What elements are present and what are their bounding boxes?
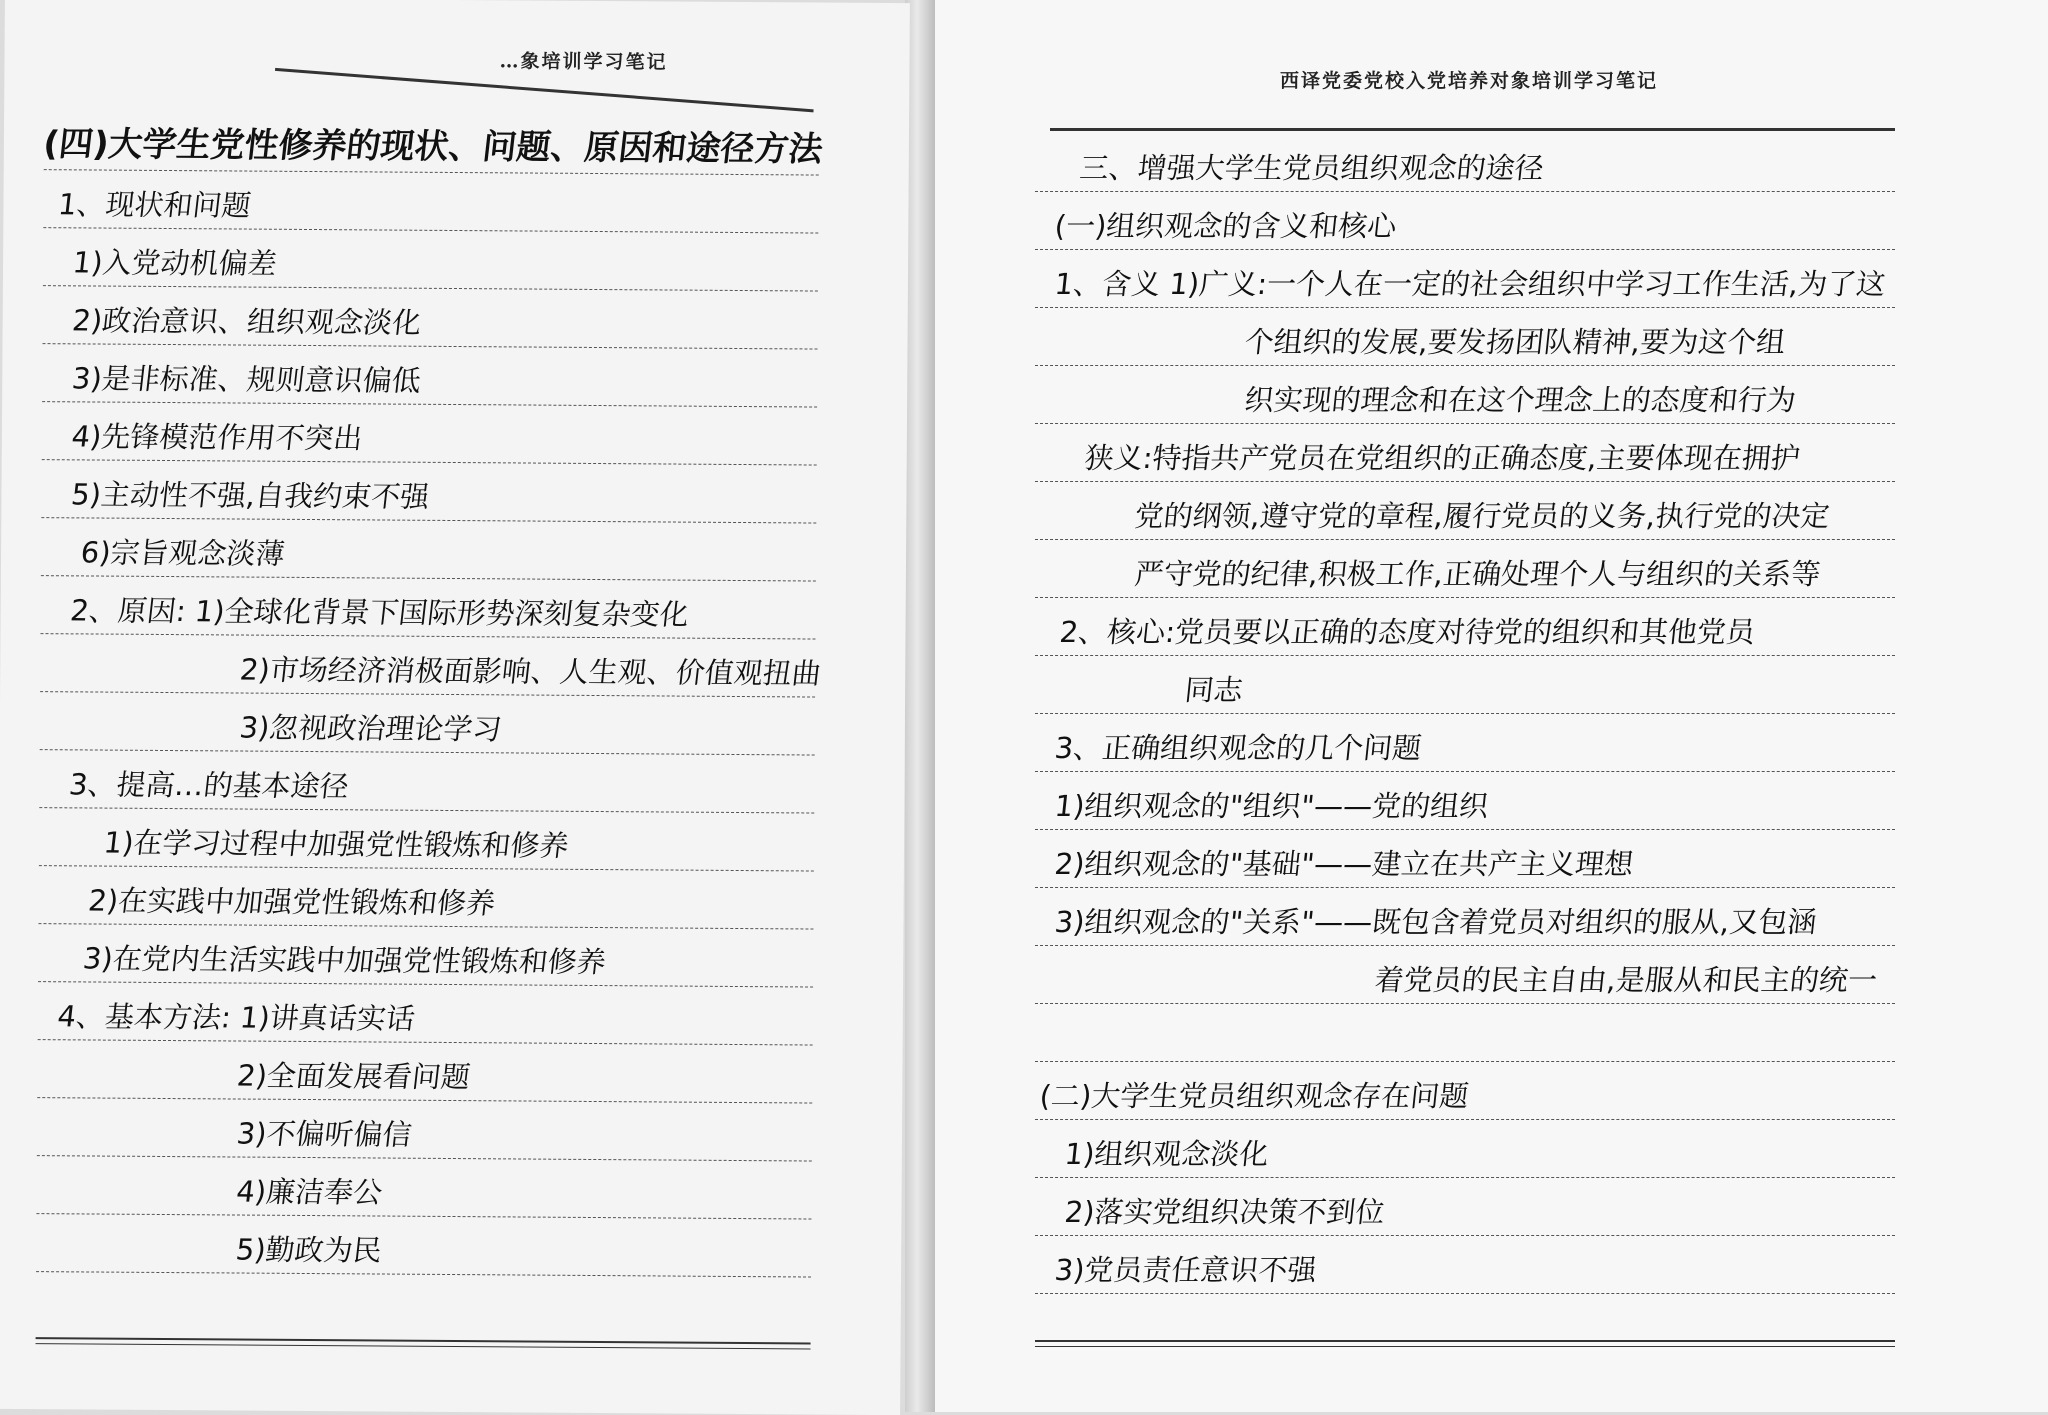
note-line <box>40 634 823 697</box>
note-text: 3)不偏听偏信 <box>234 1116 414 1152</box>
left-page-header: …象培训学习笔记 <box>499 50 668 74</box>
note-text: 3)党员责任意识不强 <box>1053 1253 1319 1287</box>
note-line <box>1035 424 1895 482</box>
note-text: 3、提高…的基本途径 <box>67 767 351 804</box>
note-line <box>1035 656 1895 714</box>
left-header-rule <box>275 68 814 112</box>
note-text: 严守党的纪律,积极工作,正确处理个人与组织的关系等 <box>1133 557 1823 591</box>
note-text: 同志 <box>1183 673 1245 707</box>
note-text: 2、原因: 1)全球化背景下国际形势深刻复杂变化 <box>68 593 691 632</box>
note-text: 2)在实践中加强党性锻炼和修养 <box>86 883 498 921</box>
note-text: 织实现的理念和在这个理念上的态度和行为 <box>1243 383 1798 417</box>
note-text: 1、含义 1)广义:一个人在一定的社会组织中学习工作生活,为了这 <box>1053 267 1888 301</box>
note-line <box>41 460 816 523</box>
right-footer-rule-thin <box>1035 1346 1895 1347</box>
note-line <box>41 518 816 581</box>
section-title: 三、增强大学生党员组织观念的途径 <box>1078 151 1546 185</box>
note-line <box>1035 192 1895 250</box>
note-text: 2)落实党组织决策不到位 <box>1063 1195 1387 1229</box>
note-line <box>1035 946 1895 1004</box>
note-line <box>39 808 814 871</box>
note-text: 个组织的发展,要发扬团队精神,要为这个组 <box>1243 325 1788 359</box>
note-line <box>40 692 815 755</box>
note-text: 4)先锋模范作用不突出 <box>69 419 365 456</box>
note-text: 2)全面发展看问题 <box>235 1058 472 1095</box>
note-line <box>38 866 813 929</box>
note-text: 1)组织观念淡化 <box>1063 1137 1271 1171</box>
note-text: 3)组织观念的"关系"——既包含着党员对组织的服从,又包涵 <box>1053 905 1819 939</box>
note-text: 2)政治意识、组织观念淡化 <box>70 303 424 340</box>
note-text: 2)组织观念的"基础"——建立在共产主义理想 <box>1053 847 1636 881</box>
note-text: 6)宗旨观念淡薄 <box>79 535 287 571</box>
right-notebook-page <box>935 0 2048 1412</box>
note-text: 3、正确组织观念的几个问题 <box>1053 731 1424 765</box>
note-text: 2、核心:党员要以正确的态度对待党的组织和其他党员 <box>1058 615 1757 649</box>
note-line <box>1035 1004 1895 1062</box>
note-text: 1、现状和问题 <box>56 187 253 223</box>
note-text: 3)忽视政治理论学习 <box>237 710 504 747</box>
note-line <box>41 112 825 175</box>
note-line <box>1035 1236 1895 1294</box>
note-text: 4)廉洁奉公 <box>234 1174 385 1210</box>
section-title: (二)大学生党员组织观念存在问题 <box>1038 1079 1471 1113</box>
note-line <box>1035 830 1895 888</box>
right-footer-rule <box>1035 1340 1895 1342</box>
note-line <box>1035 482 1895 540</box>
book-gutter <box>905 0 935 1412</box>
note-text: 党的纲领,遵守党的章程,履行党员的义务,执行党的决定 <box>1133 499 1832 533</box>
note-text: 着党员的民主自由,是服从和民主的统一 <box>1373 963 1879 997</box>
note-text: 5)主动性不强,自我约束不强 <box>69 477 432 514</box>
note-text: 5)勤政为民 <box>234 1232 384 1268</box>
note-line <box>1035 888 1895 946</box>
note-line <box>43 170 818 233</box>
note-line <box>1035 366 1895 424</box>
note-line <box>1035 772 1895 830</box>
note-line <box>39 750 814 813</box>
note-line <box>1035 134 1895 192</box>
note-line <box>38 924 813 987</box>
note-line <box>37 1098 812 1161</box>
note-text: 1)组织观念的"组织"——党的组织 <box>1053 789 1491 823</box>
note-line <box>42 402 817 465</box>
note-line <box>43 286 818 349</box>
note-line <box>1035 1120 1895 1178</box>
right-header-rule <box>1050 128 1895 131</box>
note-text: (一)组织观念的含义和核心 <box>1053 209 1399 243</box>
note-text: 1)入党动机偏差 <box>71 245 279 281</box>
note-text: 4、基本方法: 1)讲真话实话 <box>55 999 417 1036</box>
left-notebook-page <box>0 0 910 1415</box>
note-text: 狭义:特指共产党员在党组织的正确态度,主要体现在拥护 <box>1083 441 1802 475</box>
note-line <box>38 982 813 1045</box>
note-line <box>40 576 815 639</box>
note-line <box>1035 250 1895 308</box>
note-line <box>1035 308 1895 366</box>
left-footer-rule-thin <box>36 1343 811 1349</box>
note-line <box>1035 1178 1895 1236</box>
note-line <box>37 1040 812 1103</box>
note-text: 3)在党内生活实践中加强党性锻炼和修养 <box>81 941 608 980</box>
note-line <box>43 228 818 291</box>
note-line <box>1035 598 1895 656</box>
note-line <box>36 1156 811 1219</box>
note-line <box>36 1214 811 1277</box>
right-page-header: 西译党委党校入党培养对象培训学习笔记 <box>1280 70 1659 92</box>
note-line <box>1035 1062 1895 1120</box>
note-text: 2)市场经济消极面影响、人生观、价值观扭曲 <box>238 652 823 691</box>
section-title: (四)大学生党性修养的现状、问题、原因和途径方法 <box>41 124 825 170</box>
note-text: 3)是非标准、规则意识偏低 <box>70 361 423 398</box>
note-line <box>1035 540 1895 598</box>
note-line <box>42 344 817 407</box>
note-line <box>1035 714 1895 772</box>
note-text: 1)在学习过程中加强党性锻炼和修养 <box>101 825 571 863</box>
